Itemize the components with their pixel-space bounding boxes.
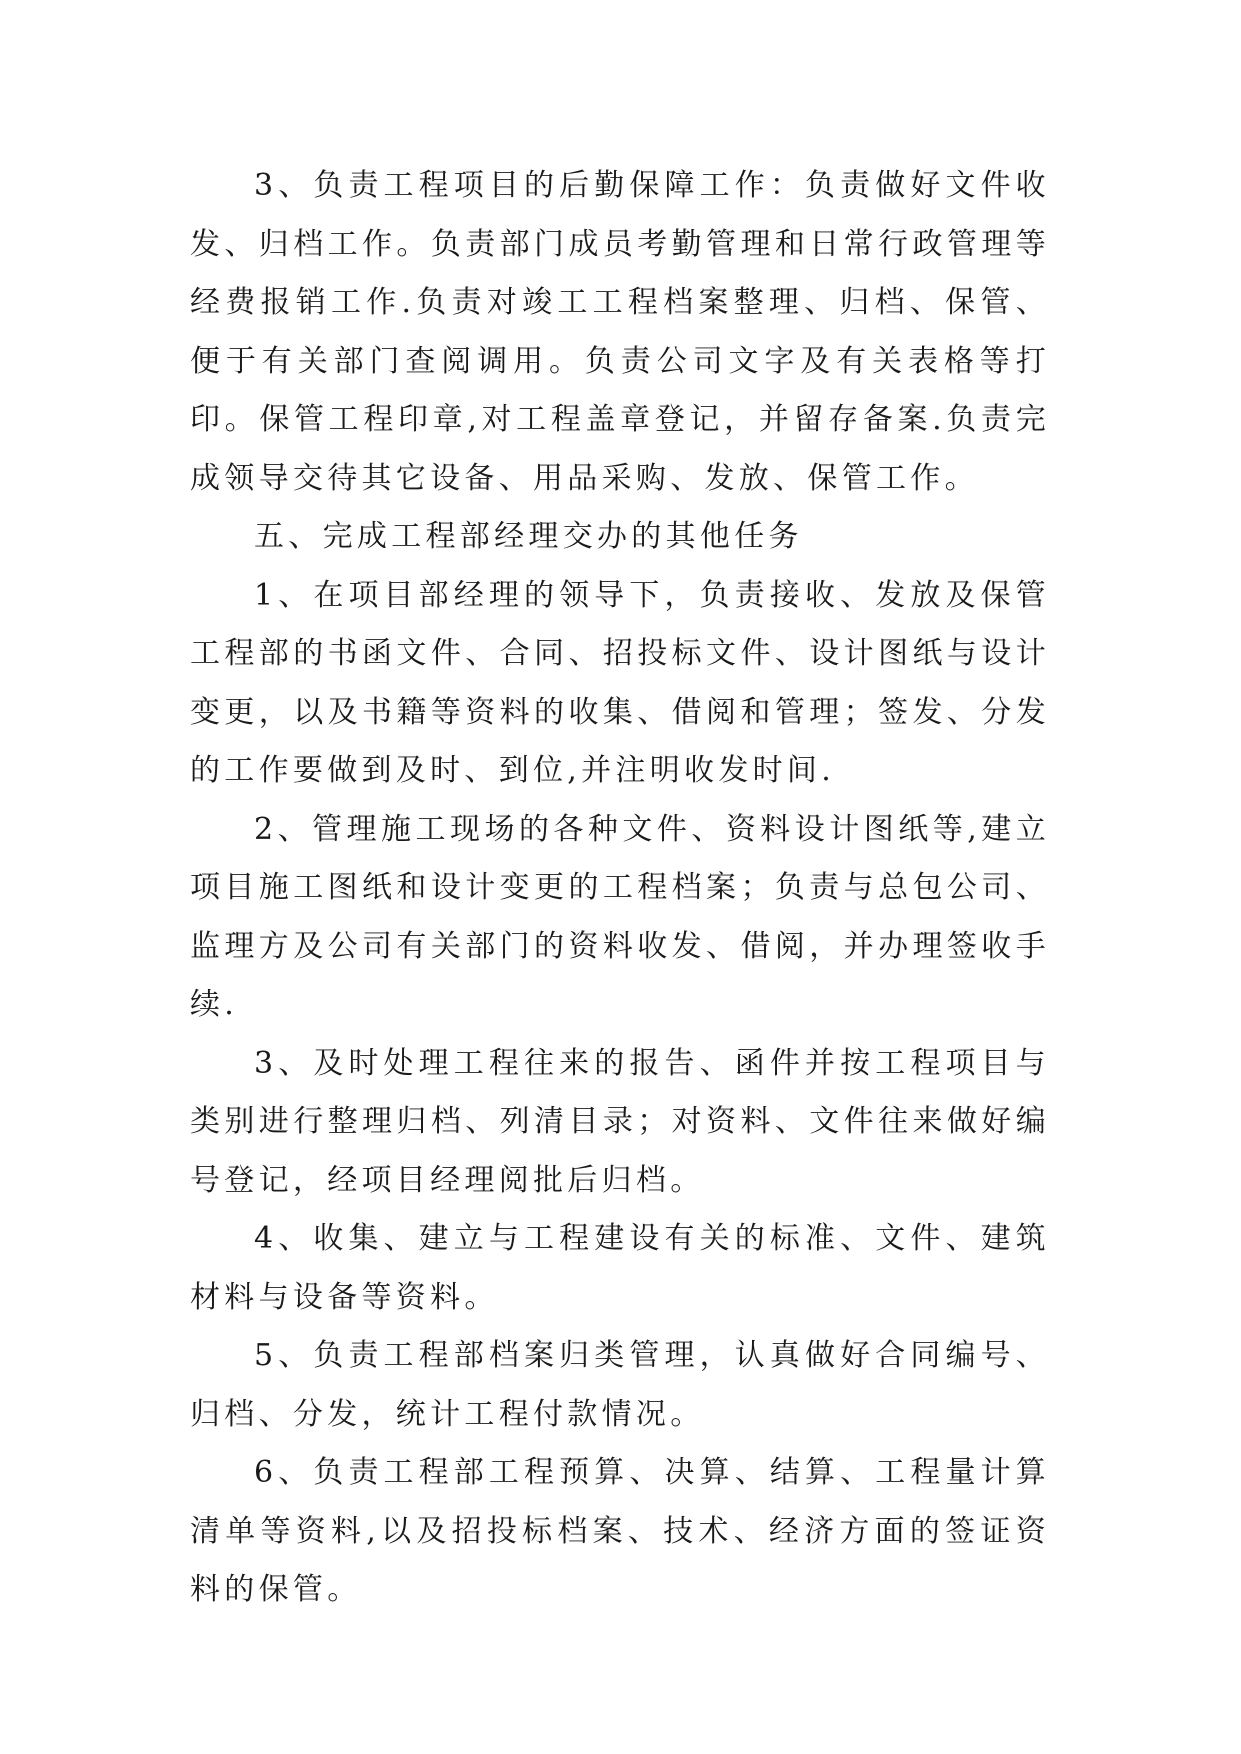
paragraph-item-3: 3、及时处理工程往来的报告、函件并按工程项目与类别进行整理归档、列清目录；对资料、文件往来做好编号登记，经项目经理阅批后归档。: [190, 1045, 1050, 1198]
paragraph-item-2: 2、管理施工现场的各种文件、资料设计图纸等,建立项目施工图纸和设计变更的工程档案；负责与总包公司、监理方及公司有关部门的资料收发、借阅，并办理签收手续.: [190, 811, 1050, 1022]
paragraph-item-1: 1、在项目部经理的领导下，负责接收、发放及保管工程部的书函文件、合同、招投标文件、设计图纸与设计变更，以及书籍等资料的收集、借阅和管理；签发、分发的工作要做到及时、到位,并注明收发时间.: [190, 577, 1050, 788]
paragraph-item-5: 5、负责工程部档案归类管理，认真做好合同编号、归档、分发，统计工程付款情况。: [190, 1338, 1050, 1432]
document-body: [190, 157, 1050, 1620]
section-heading-other-tasks: 五、完成工程部经理交办的其他任务: [254, 519, 803, 554]
paragraph-item-4: 4、收集、建立与工程建设有关的标准、文件、建筑材料与设备等资料。: [190, 1221, 1050, 1315]
paragraph-logistics-duties: 3、负责工程项目的后勤保障工作：负责做好文件收发、归档工作。负责部门成员考勤管理和日常行政管理等经费报销工作.负责对竣工工程档案整理、归档、保管、便于有关部门查阅调用。负责公司文字及有关表格等打印。保管工程印章,对工程盖章登记，并留存备案.负责完成领导交待其它设备、用品采购、发放、保管工作。: [190, 168, 1050, 496]
paragraph-item-6: 6、负责工程部工程预算、决算、结算、工程量计算清单等资料,以及招投标档案、技术、经济方面的签证资料的保管。: [190, 1455, 1050, 1607]
